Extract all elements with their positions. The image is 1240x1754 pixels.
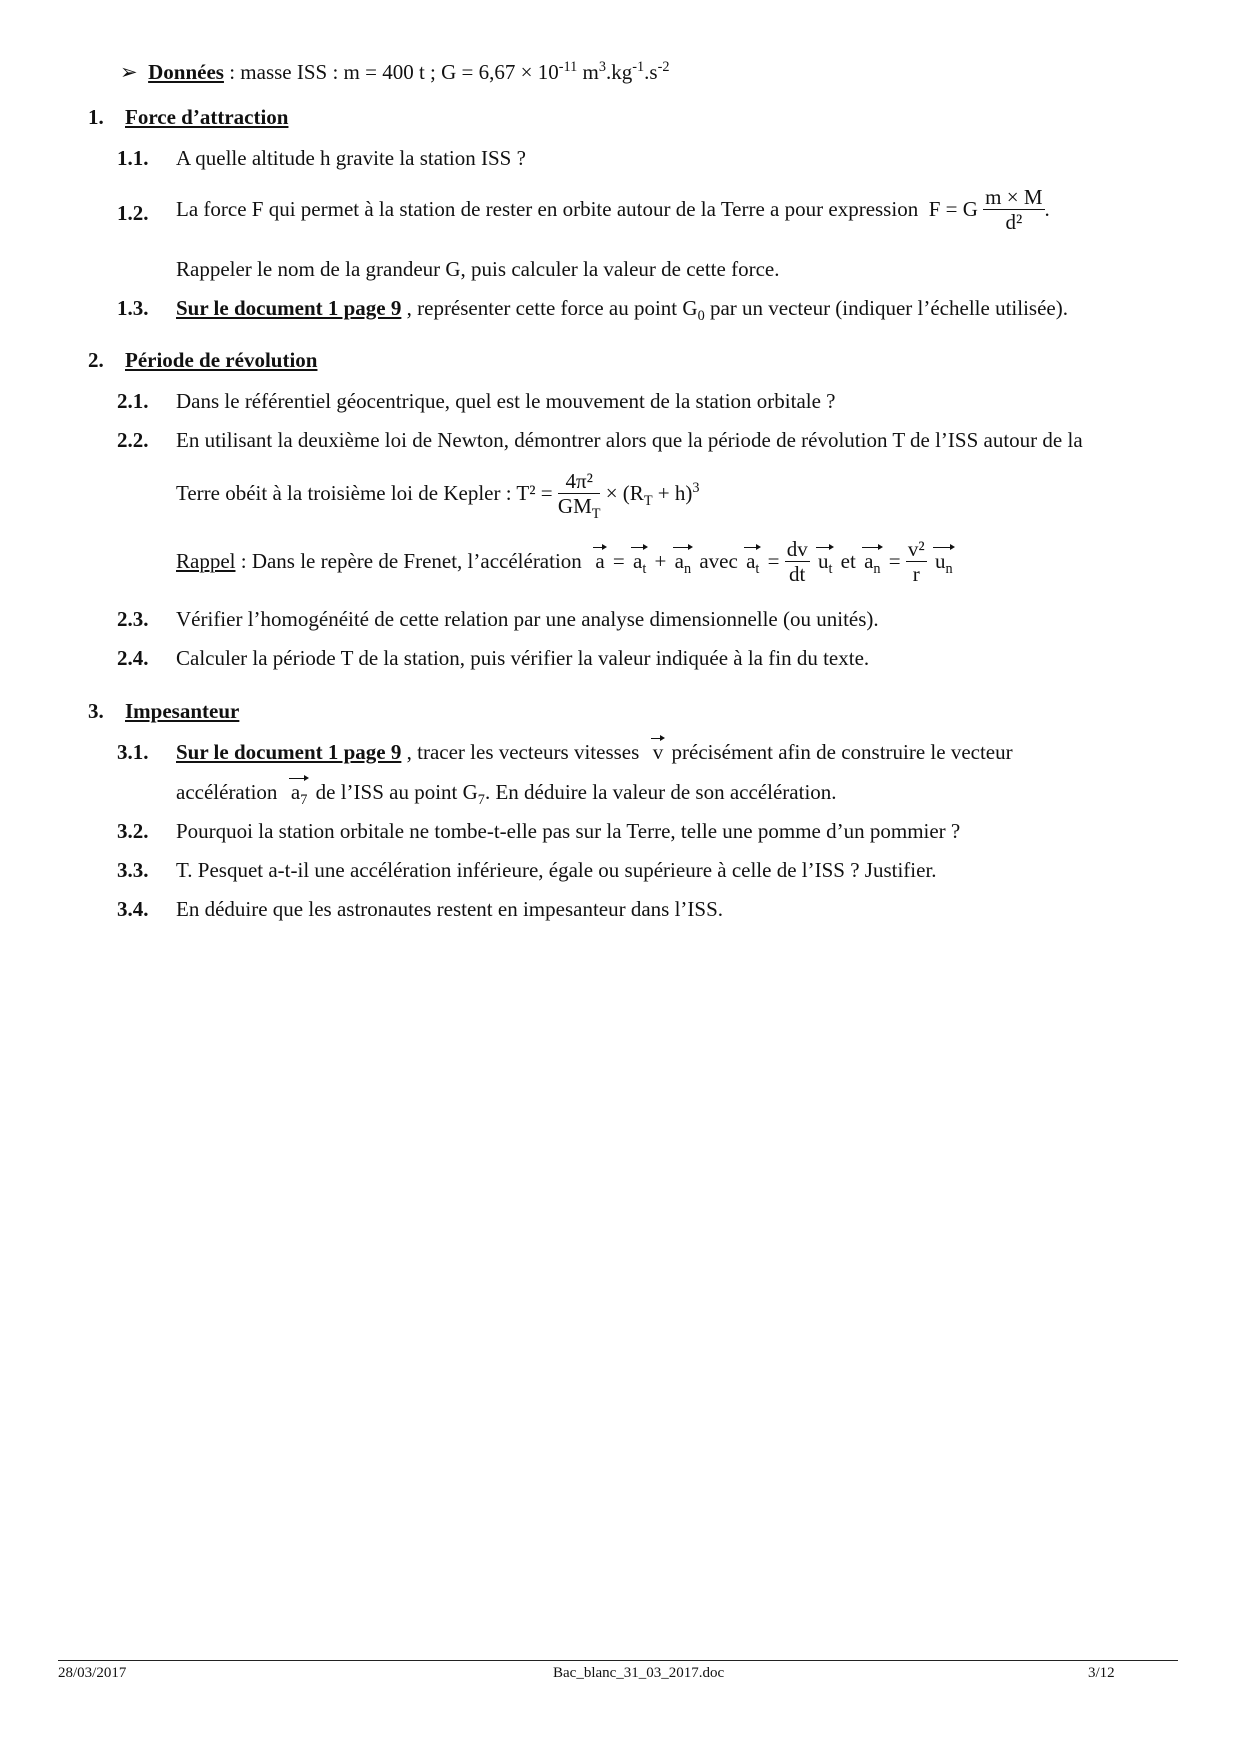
q3-1-sub7b: 7 bbox=[477, 792, 485, 809]
vector-ut-sub: t bbox=[828, 561, 833, 578]
rappel-eq1: = bbox=[607, 549, 630, 574]
data-exp4: -2 bbox=[657, 59, 670, 75]
vector-an-2-letter: a bbox=[864, 549, 874, 574]
vector-an-letter: a bbox=[674, 549, 684, 574]
rappel-eq2: = bbox=[762, 549, 780, 574]
vector-an-2-sub: n bbox=[873, 561, 881, 578]
vector-at-letter: a bbox=[632, 549, 643, 574]
vector-a7-sub: 7 bbox=[300, 792, 308, 809]
vector-a7 bbox=[288, 780, 310, 809]
section3-title: Impesanteur bbox=[125, 699, 240, 723]
q1-2-text: La force F qui permet à la station de rester en orbite autour de la Terre a pour expression bbox=[176, 197, 919, 222]
vector-a: a bbox=[592, 551, 607, 572]
q2-3-text: Vérifier l’homogénéité de cette relation par une analyse dimensionnelle (ou unités). bbox=[176, 607, 879, 631]
data-exp1: -11 bbox=[558, 59, 578, 75]
q3-1-line bbox=[176, 742, 1013, 763]
vector-un-sub: n bbox=[945, 561, 953, 578]
q3-2-text: Pourquoi la station orbitale ne tombe-t-elle pas sur la Terre, telle une pomme d’un pommier ? bbox=[176, 819, 961, 843]
q3-4-text: En déduire que les astronautes restent en impesanteur dans l’ISS. bbox=[176, 897, 724, 921]
vector-an bbox=[672, 549, 694, 578]
bullet-arrow-icon: ➢ bbox=[120, 60, 138, 84]
data-line bbox=[120, 59, 670, 84]
section2-number: 2. bbox=[88, 348, 104, 372]
q3-1-text2-c: . En déduire la valeur de son accélération. bbox=[484, 780, 837, 804]
dv-dt-fraction bbox=[785, 538, 810, 585]
q3-1-text-b: précisément afin de construire le vecteur bbox=[666, 740, 1013, 764]
q2-3-number: 2.3. bbox=[117, 607, 149, 631]
rappel-plus: + bbox=[649, 549, 672, 574]
section3-number: 3. bbox=[88, 699, 104, 723]
v2-r-fraction bbox=[906, 538, 927, 585]
section1-number: 1. bbox=[88, 105, 104, 129]
vector-at bbox=[630, 549, 649, 578]
q1-3-number: 1.3. bbox=[117, 296, 149, 320]
data-exp3: -1 bbox=[632, 59, 645, 75]
q1-1-text: A quelle altitude h gravite la station ISS ? bbox=[176, 146, 526, 170]
q3-1-text-a: , tracer les vecteurs vitesses bbox=[401, 740, 640, 764]
section2-title: Période de révolution bbox=[125, 348, 318, 372]
kepler-text: Terre obéit à la troisième loi de Kepler : T² = bbox=[176, 481, 553, 506]
data-label: Données bbox=[148, 60, 224, 84]
vector-v: v bbox=[650, 742, 667, 763]
q1-3-text-b: par un vecteur (indiquer l’échelle utilisée). bbox=[704, 296, 1068, 320]
vector-at-2 bbox=[743, 549, 762, 578]
kepler-tail-sub: T bbox=[643, 493, 653, 510]
q1-2-number: 1.2. bbox=[117, 201, 149, 225]
vector-an-2 bbox=[861, 549, 883, 578]
q1-2-formula-end: . bbox=[1044, 197, 1050, 222]
q1-1-number: 1.1. bbox=[117, 146, 149, 170]
kepler-frac-den-sub: T bbox=[591, 506, 601, 523]
rappel-avec: avec bbox=[694, 549, 744, 574]
q1-3-sub: 0 bbox=[697, 308, 705, 325]
q3-3-number: 3.3. bbox=[117, 858, 149, 882]
kepler-tail bbox=[600, 480, 700, 510]
footer-divider bbox=[58, 1660, 1178, 1661]
q3-1-text2-a: accélération bbox=[176, 780, 278, 804]
footer-page-number: 3/12 bbox=[1088, 1665, 1115, 1681]
kepler-fraction bbox=[557, 469, 601, 523]
vector-ut-letter: u bbox=[817, 549, 829, 574]
q1-3-ref: Sur le document 1 page 9 bbox=[176, 296, 402, 320]
rappel-eq3: = bbox=[883, 549, 901, 574]
footer-filename: Bac_blanc_31_03_2017.doc bbox=[553, 1665, 725, 1681]
data-text-b: m bbox=[577, 60, 599, 84]
r: r bbox=[912, 562, 920, 587]
q1-2-text2: Rappeler le nom de la grandeur G, puis calculer la valeur de cette force. bbox=[176, 257, 780, 281]
vector-a7-letter: a bbox=[290, 780, 301, 804]
rappel-et: et bbox=[835, 549, 862, 574]
dt: dt bbox=[789, 562, 806, 587]
q1-2-fraction bbox=[983, 186, 1044, 233]
vector-ut bbox=[815, 549, 835, 578]
kepler-tail-b: + h) bbox=[652, 481, 693, 506]
vector-un-letter: u bbox=[934, 549, 946, 574]
q3-3-text: T. Pesquet a-t-il une accélération inférieure, égale ou supérieure à celle de l’ISS ? Justifier. bbox=[176, 858, 937, 882]
data-text-a: : masse ISS : m = 400 t ; G = 6,67 × 10 bbox=[223, 60, 559, 84]
q1-2-formula-lhs: F = G bbox=[928, 197, 978, 222]
q3-1-ref: Sur le document 1 page 9 bbox=[176, 740, 402, 764]
q3-1-number: 3.1. bbox=[117, 740, 149, 764]
kepler-tail-a: × (R bbox=[600, 481, 644, 506]
footer-date: 28/03/2017 bbox=[58, 1665, 127, 1681]
vector-an-sub: n bbox=[683, 561, 692, 578]
q3-2-number: 3.2. bbox=[117, 819, 149, 843]
section1-title: Force d’attraction bbox=[125, 105, 289, 129]
q2-2-number: 2.2. bbox=[117, 428, 149, 452]
kepler-frac-den bbox=[557, 494, 601, 523]
vector-at-sub: t bbox=[642, 561, 647, 578]
v2: v² bbox=[907, 537, 925, 561]
data-text-c: .kg bbox=[605, 60, 633, 84]
q1-3-text-a: , représenter cette force au point G bbox=[401, 296, 698, 320]
kepler-frac-den-main: GM bbox=[557, 494, 592, 519]
vector-at-2-sub: t bbox=[755, 561, 760, 578]
q2-1-text: Dans le référentiel géocentrique, quel est le mouvement de la station orbitale ? bbox=[176, 389, 836, 413]
q2-2-text: En utilisant la deuxième loi de Newton, démontrer alors que la période de révolution T de l’ISS autour de la bbox=[176, 428, 1083, 452]
q2-4-number: 2.4. bbox=[117, 646, 149, 670]
q3-1-text2-b: de l’ISS au point G bbox=[310, 780, 478, 804]
q1-2-frac-num: m × M bbox=[985, 185, 1043, 209]
q2-4-text: Calculer la période T de la station, puis vérifier la valeur indiquée à la fin du texte. bbox=[176, 646, 870, 670]
data-exp2: 3 bbox=[598, 59, 606, 75]
kepler-frac-num: 4π² bbox=[558, 470, 601, 494]
q3-4-number: 3.4. bbox=[117, 897, 149, 921]
q1-2-frac-den: d² bbox=[1005, 210, 1023, 235]
rappel-text: : Dans le repère de Frenet, l’accélération bbox=[235, 549, 582, 574]
q3-1-line2 bbox=[176, 780, 837, 809]
data-text-d: .s bbox=[644, 60, 658, 84]
vector-at-2-letter: a bbox=[746, 549, 756, 574]
rappel-label: Rappel bbox=[176, 549, 236, 574]
q1-3-line bbox=[176, 296, 1068, 325]
vector-un bbox=[932, 549, 956, 578]
dv: dv bbox=[786, 537, 808, 561]
kepler-tail-exp: 3 bbox=[692, 480, 700, 497]
kepler-line bbox=[176, 469, 700, 523]
q2-1-number: 2.1. bbox=[117, 389, 149, 413]
q1-2-line bbox=[176, 186, 1050, 233]
rappel-line bbox=[176, 538, 956, 585]
